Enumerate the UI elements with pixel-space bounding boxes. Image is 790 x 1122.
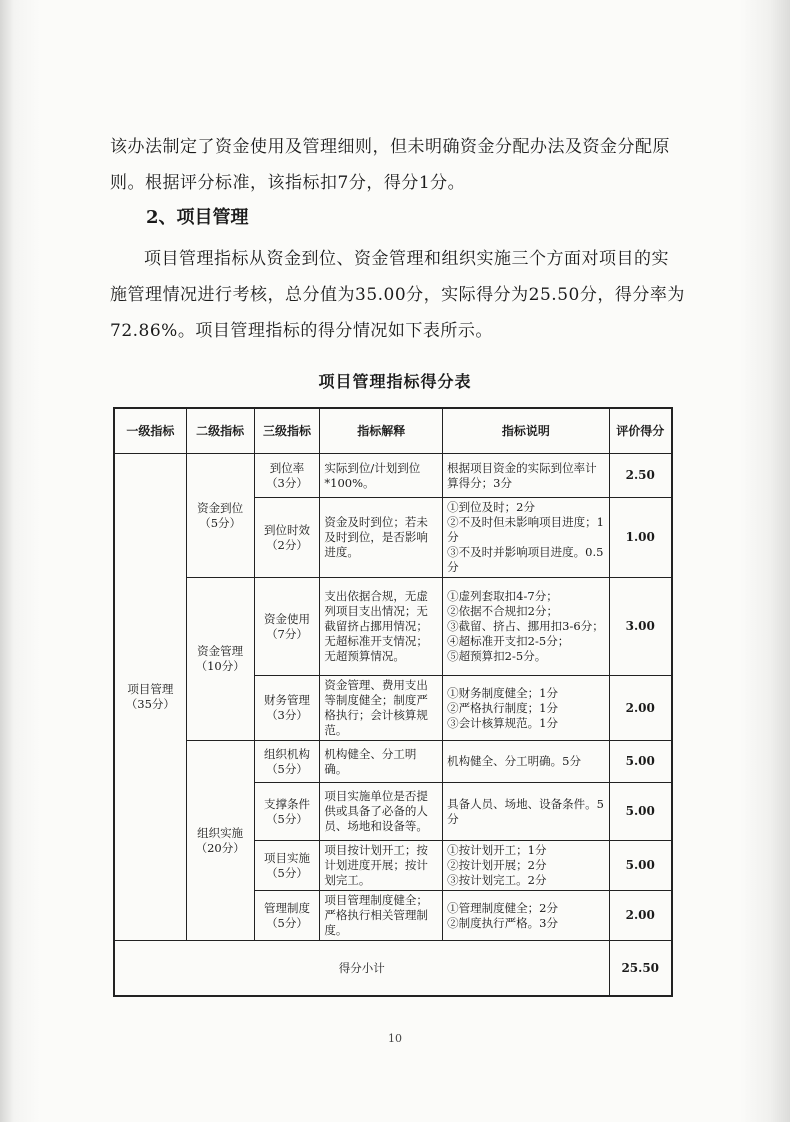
explain-cell: 实际到位/计划到位*100%。 xyxy=(320,454,443,498)
table-row xyxy=(114,454,672,498)
score-cell: 2.00 xyxy=(609,676,672,741)
table-title: 项目管理指标得分表 xyxy=(318,372,472,391)
subtotal-label: 得分小计 xyxy=(114,941,609,997)
paragraph-project-management: 项目管理指标从资金到位、资金管理和组织实施三个方面对项目的实施管理情况进行考核，总分值为35.00分，实际得分为25.50分，得分率为72.86%。项目管理指标的得分情况如下表所示。 xyxy=(110,249,685,341)
score-cell: 2.00 xyxy=(609,891,672,941)
header-note: 指标说明 xyxy=(443,408,609,454)
note-cell: ①管理制度健全；2分 ②制度执行严格。3分 xyxy=(443,891,609,941)
explain-cell: 资金及时到位；若未及时到位，是否影响进度。 xyxy=(320,498,443,578)
level3-cell: 资金使用 （7分） xyxy=(254,578,320,676)
score-cell: 5.00 xyxy=(609,741,672,783)
subtotal-score: 25.50 xyxy=(609,941,672,997)
level3-cell: 管理制度 （5分） xyxy=(254,891,320,941)
level2-cell: 资金到位 （5分） xyxy=(186,454,254,578)
page-number: 10 xyxy=(388,1032,402,1045)
table-row xyxy=(114,741,672,783)
score-cell: 1.00 xyxy=(609,498,672,578)
header-score: 评价得分 xyxy=(609,408,672,454)
score-cell: 3.00 xyxy=(609,578,672,676)
note-cell: 具备人员、场地、设备条件。5分 xyxy=(443,783,609,841)
note-cell: 机构健全、分工明确。5分 xyxy=(443,741,609,783)
score-cell: 5.00 xyxy=(609,783,672,841)
note-cell: ①虚列套取扣4-7分； ②依据不合规扣2分； ③截留、挤占、挪用扣3-6分； ④超标准开支扣2-5分； ⑤超预算扣2-5分。 xyxy=(443,578,609,676)
header-level3: 三级指标 xyxy=(254,408,320,454)
score-table xyxy=(113,407,673,997)
level2-cell: 资金管理 （10分） xyxy=(186,578,254,741)
level3-cell: 到位率 （3分） xyxy=(254,454,320,498)
explain-cell: 机构健全、分工明确。 xyxy=(320,741,443,783)
paragraph-intro: 该办法制定了资金使用及管理细则，但未明确资金分配办法及资金分配原则。根据评分标准，该指标扣7分，得分1分。 xyxy=(110,137,670,193)
explain-cell: 项目实施单位是否提供或具备了必备的人员、场地和设备等。 xyxy=(320,783,443,841)
explain-cell: 项目按计划开工；按计划进度开展；按计划完工。 xyxy=(320,841,443,891)
explain-cell: 资金管理、费用支出等制度健全；制度严格执行；会计核算规范。 xyxy=(320,676,443,741)
level1-cell: 项目管理 （35分） xyxy=(114,454,186,941)
explain-cell: 支出依据合规，无虚列项目支出情况；无截留挤占挪用情况；无超标准开支情况；无超预算情况。 xyxy=(320,578,443,676)
note-cell: ①按计划开工；1分 ②按计划开展；2分 ③按计划完工。2分 xyxy=(443,841,609,891)
table-row xyxy=(114,578,672,676)
note-cell: ①到位及时；2分 ②不及时但未影响项目进度；1分 ③不及时并影响项目进度。0.5分 xyxy=(443,498,609,578)
header-explain: 指标解释 xyxy=(320,408,443,454)
level3-cell: 财务管理 （3分） xyxy=(254,676,320,741)
level3-cell: 到位时效 （2分） xyxy=(254,498,320,578)
level2-cell: 组织实施 （20分） xyxy=(186,741,254,941)
level3-cell: 组织机构 （5分） xyxy=(254,741,320,783)
note-cell: 根据项目资金的实际到位率计算得分；3分 xyxy=(443,454,609,498)
section-heading: 2、项目管理 xyxy=(146,207,249,228)
level3-cell: 项目实施 （5分） xyxy=(254,841,320,891)
header-level2: 二级指标 xyxy=(186,408,254,454)
explain-cell: 项目管理制度健全；严格执行相关管理制度。 xyxy=(320,891,443,941)
header-level1: 一级指标 xyxy=(114,408,186,454)
level3-cell: 支撑条件 （5分） xyxy=(254,783,320,841)
note-cell: ①财务制度健全；1分 ②严格执行制度；1分 ③会计核算规范。1分 xyxy=(443,676,609,741)
score-cell: 2.50 xyxy=(609,454,672,498)
score-cell: 5.00 xyxy=(609,841,672,891)
subtotal-row xyxy=(114,941,672,997)
table-header-row xyxy=(114,408,672,454)
